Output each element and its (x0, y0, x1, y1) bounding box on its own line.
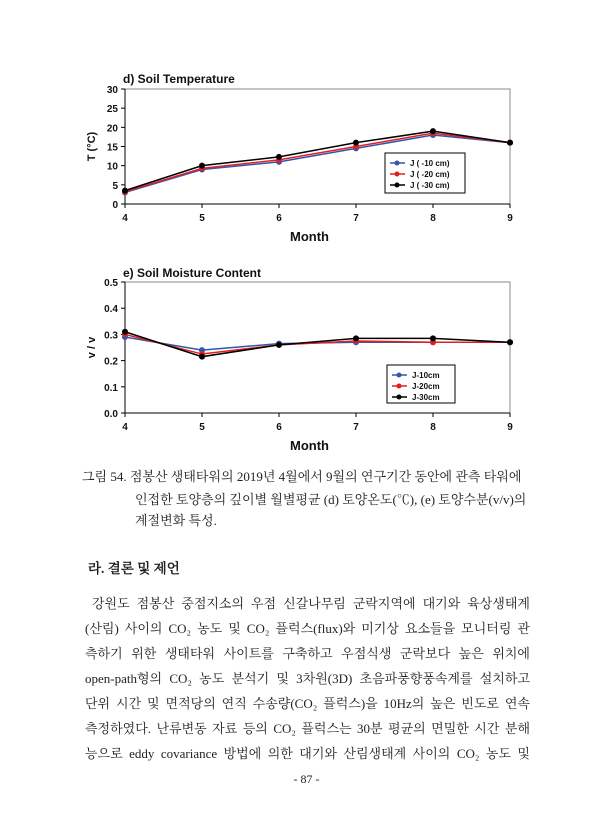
y-tick-label: 30 (106, 85, 118, 96)
data-point (199, 163, 205, 169)
chart-soil-moisture (86, 266, 513, 453)
data-point (122, 329, 128, 335)
legend-marker (397, 373, 402, 378)
figure-caption-line3: 계절변화 특성. (135, 513, 217, 528)
x-axis-label: Month (290, 438, 329, 453)
legend-marker (397, 384, 402, 389)
y-tick-label: 5 (112, 180, 118, 192)
series-line (125, 332, 510, 357)
x-tick-label: 8 (430, 422, 436, 433)
chart-soil-temperature (86, 72, 513, 244)
data-point (430, 335, 436, 341)
y-tick-label: 0.5 (104, 278, 118, 289)
chart-title: e) Soil Moisture Content (123, 266, 261, 280)
y-axis-label: T (°C) (86, 131, 98, 162)
legend-marker (397, 395, 402, 400)
body-line: (산림) 사이의 CO₂ 농도 및 CO₂ 플럭스(flux)와 미기상 요소들을 모니터링 관 (85, 621, 530, 636)
data-point (122, 188, 128, 194)
legend-label: J-20cm (412, 382, 440, 391)
figure-caption-line2: 인접한 토양층의 깊이별 월별평균 (d) 토양온도(℃), (e) 토양수분(v/v)의 (135, 492, 527, 507)
body-line: 능으로 eddy covariance 방법에 의한 대기와 산림생태계 사이의 CO₂ 농도 및 (85, 746, 530, 761)
x-tick-label: 6 (276, 422, 282, 433)
body-line: 단위 시간 및 면적당의 연직 수송량(CO₂ 플럭스)을 10Hz의 높은 빈도로 연속 (85, 696, 530, 711)
x-tick-label: 5 (199, 422, 205, 433)
legend-label: J ( -10 cm) (410, 159, 450, 168)
y-tick-label: 0 (112, 200, 118, 211)
body-line: 강원도 점봉산 중점지소의 우점 신갈나무림 군락지역에 대기와 육상생태계 (92, 596, 530, 611)
x-tick-label: 4 (122, 213, 128, 224)
y-tick-label: 20 (106, 123, 118, 135)
data-point (199, 354, 205, 360)
legend (385, 153, 465, 193)
body-line: 측정하였다. 난류변동 자료 등의 CO₂ 플럭스는 30분 평균의 면밀한 시간 분해 (85, 721, 530, 736)
x-tick-label: 8 (430, 213, 436, 224)
data-point (507, 339, 513, 345)
x-tick-label: 5 (199, 213, 205, 224)
y-tick-label: 0.4 (104, 304, 118, 316)
data-point (276, 154, 282, 160)
section-heading: 라. 결론 및 제언 (88, 561, 180, 576)
y-tick-label: 0.3 (104, 330, 118, 342)
legend-label: J ( -20 cm) (410, 170, 450, 179)
x-tick-label: 6 (276, 213, 282, 224)
legend-label: J-10cm (412, 371, 440, 380)
legend-marker (395, 183, 400, 188)
data-point (353, 335, 359, 341)
y-tick-label: 15 (106, 142, 118, 154)
legend-marker (395, 161, 400, 166)
x-axis-label: Month (290, 229, 329, 244)
x-tick-label: 9 (507, 422, 513, 433)
legend-label: J-30cm (412, 393, 440, 402)
data-point (430, 128, 436, 134)
x-tick-label: 9 (507, 213, 513, 224)
data-point (353, 140, 359, 146)
page-number: - 87 - (293, 772, 320, 786)
y-tick-label: 0.2 (104, 356, 118, 368)
body-line: 측하기 위한 생태타워 사이트를 구축하고 우점식생 군락보다 높은 위치에 (85, 646, 530, 661)
figure-caption-line1: 그림 54. 점봉산 생태타워의 2019년 4월에서 9월의 연구기간 동안에 관측 타워에 (82, 469, 522, 484)
chart-title: d) Soil Temperature (123, 72, 235, 86)
x-tick-label: 7 (353, 422, 359, 433)
y-tick-label: 0.0 (104, 409, 118, 420)
legend (387, 365, 455, 403)
y-tick-label: 10 (106, 161, 118, 173)
data-point (276, 342, 282, 348)
x-tick-label: 4 (122, 422, 128, 433)
legend-marker (395, 172, 400, 177)
y-tick-label: 0.1 (104, 382, 118, 394)
body-line: open-path형의 CO₂ 농도 분석기 및 3차원(3D) 초음파풍향풍속계를 설치하고 (85, 671, 530, 686)
y-axis-label: v / v (86, 336, 98, 359)
legend-label: J ( -30 cm) (410, 181, 450, 190)
x-tick-label: 7 (353, 213, 359, 224)
data-point (507, 140, 513, 146)
y-tick-label: 25 (106, 104, 118, 116)
